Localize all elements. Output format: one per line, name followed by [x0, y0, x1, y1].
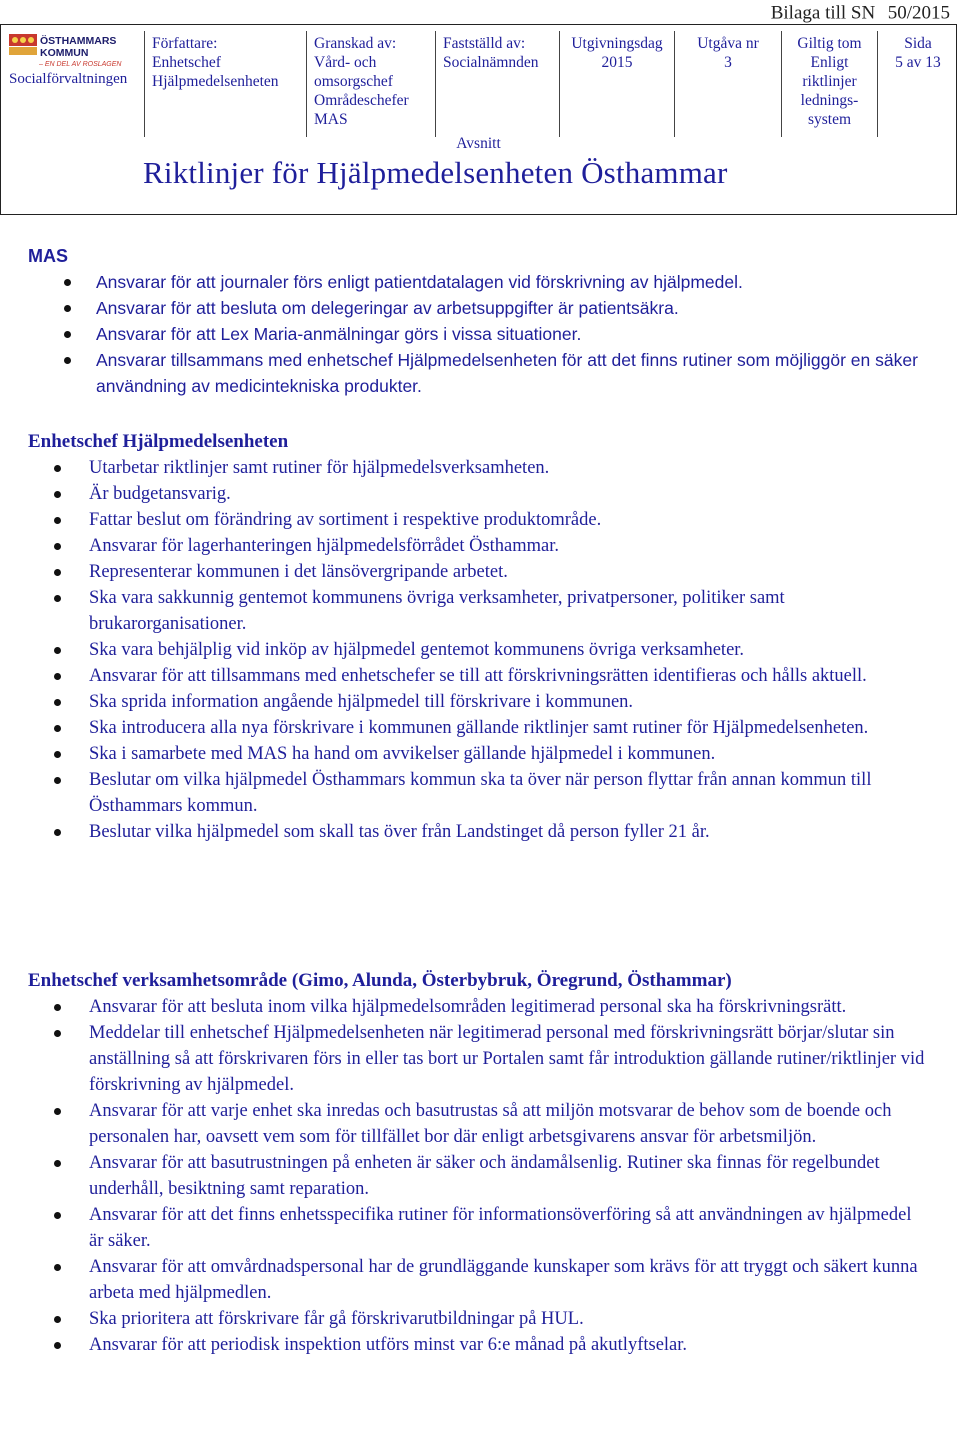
issue-date-cell — [561, 34, 673, 72]
edition-label: Utgåva nr — [697, 35, 759, 52]
valid-line: Enligt — [810, 54, 849, 71]
appendix-label — [771, 0, 950, 24]
bullet-icon — [54, 777, 61, 784]
section-heading: Enhetschef verksamhetsområde (Gimo, Alunda, Österbybruk, Öregrund, Östhammar) — [28, 970, 732, 991]
list-item-text: Ansvarar för att periodisk inspektion utförs minst var 6:e månad på akutlyftselar. — [89, 1335, 688, 1355]
appendix-text: Bilaga till SN — [770, 2, 876, 24]
list-item-text: Ansvarar för att det finns enhetsspecifika rutiner för informationsöverföring så att användningen av hjälpmedel är säker. — [89, 1205, 912, 1251]
municipality-logo — [9, 33, 129, 73]
section-heading: MAS — [28, 246, 68, 266]
valid-line: system — [807, 111, 852, 128]
valid-label: Giltig tom — [797, 35, 862, 52]
bullet-icon — [54, 1316, 61, 1323]
list-item — [28, 819, 928, 845]
page-number: 5 av 13 — [895, 54, 941, 71]
review-line: Vård- och — [314, 54, 377, 71]
list-item — [28, 533, 928, 559]
list-item-text: Ansvarar för att basutrustningen på enheten är säker och ändamålsenlig. Rutiner ska finnas för regelbundet underhåll, besiktning samt reparation. — [89, 1153, 880, 1199]
bullet-icon — [64, 279, 71, 286]
list-item-text: Fattar beslut om förändring av sortiment i respektive produktområde. — [89, 510, 602, 530]
list-item-text: Meddelar till enhetschef Hjälpmedelsenheten när legitimerad personal med förskrivningsrätt börjar/slutar sin anställning så att förskrivaren förs in eller tas bort ur Portalen samt får introduktion gällande rutiner/riktlinjer vid förskrivning av hjälpmedel. — [89, 1023, 925, 1095]
bullet-icon — [54, 829, 61, 836]
list-item-text: Ansvarar för att Lex Maria-anmälningar görs i vissa situationer. — [96, 324, 582, 344]
author-label: Författare: — [152, 35, 218, 52]
list-item — [28, 1254, 928, 1306]
review-line: Områdeschefer — [314, 92, 409, 109]
list-item — [28, 481, 928, 507]
list-item — [28, 295, 928, 321]
list-item-text: Utarbetar riktlinjer samt rutiner för hjälpmedelsverksamheten. — [89, 458, 550, 478]
list-item — [28, 559, 928, 585]
list-item — [28, 1202, 928, 1254]
bullet-icon — [54, 647, 61, 654]
list-item — [28, 1020, 928, 1098]
bullet-icon — [64, 331, 71, 338]
list-item-text: Ansvarar för att besluta om delegeringar av arbetsuppgifter är patientsäkra. — [96, 298, 679, 318]
list-item-text: Ansvarar för att varje enhet ska inredas och basutrustas så att miljön motsvarar de behov som de boende och personalen har, oavsett vem som för tillfället bor där enligt arbetsgivarens ansvar för arbetsmiljön. — [89, 1101, 892, 1147]
list-item-text: Ska vara behjälplig vid inköp av hjälpmedel gentemot kommunens övriga verksamheter. — [89, 640, 745, 660]
section-mas — [28, 243, 928, 399]
logo-text-municipality: ÖSTHAMMARS — [40, 35, 117, 47]
page-cell — [879, 34, 957, 72]
department-name: Socialförvaltningen — [9, 71, 128, 87]
approved-label: Fastställd av: — [443, 35, 526, 52]
valid-line: lednings- — [800, 92, 859, 109]
section-heading: Enhetschef Hjälpmedelsenheten — [28, 431, 289, 452]
list-item — [28, 767, 928, 819]
list-item-text: Ansvarar för att journaler förs enligt patientdatalagen vid förskrivning av hjälpmedel. — [96, 272, 743, 292]
bullet-icon — [54, 595, 61, 602]
list-item — [28, 455, 928, 481]
list-item — [28, 1332, 928, 1358]
author-unit: Hjälpmedelsenheten — [152, 73, 279, 90]
header-divider — [559, 31, 560, 137]
bullet-icon — [64, 357, 71, 364]
header-divider — [781, 31, 782, 137]
bullet-icon — [54, 491, 61, 498]
valid-cell — [783, 34, 876, 129]
list-item-text: Beslutar vilka hjälpmedel som skall tas över från Landstinget då person fyller 21 år. — [89, 822, 710, 842]
bullet-icon — [64, 305, 71, 312]
list-item — [28, 1150, 928, 1202]
list-item — [28, 347, 928, 399]
bullet-icon — [54, 1004, 61, 1011]
list-item-text: Ska vara sakkunnig gentemot kommunens övriga verksamheter, privatpersoner, politiker samt brukarorganisationer. — [89, 588, 785, 634]
section-enhetschef-hjalpmedel — [28, 429, 928, 845]
list-item-text: Beslutar om vilka hjälpmedel Östhammars kommun ska ta över när person flyttar från annan kommun till Östhammars kommun. — [89, 770, 872, 816]
list-item — [28, 1306, 928, 1332]
list-item-text: Är budgetansvarig. — [89, 484, 231, 504]
logo-text-kommun: KOMMUN — [40, 47, 89, 59]
list-item-text: Ansvarar för att omvårdnadspersonal har de grundläggande kunskaper som krävs för att tryggt och säkert kunna arbeta med hjälpmedlen. — [89, 1257, 918, 1303]
edition-value: 3 — [724, 54, 732, 71]
author-cell — [152, 34, 304, 91]
page-label: Sida — [904, 35, 932, 52]
list-item — [28, 1098, 928, 1150]
bullet-icon — [54, 1342, 61, 1349]
bullet-icon — [54, 1108, 61, 1115]
approved-value: Socialnämnden — [443, 54, 539, 71]
list-item-text: Ansvarar för lagerhanteringen hjälpmedelsförrådet Östhammar. — [89, 536, 560, 556]
list-item-text: Ansvarar för att tillsammans med enhetschefer se till att förskrivningsrätten identifieras och hålls aktuell. — [89, 666, 867, 686]
review-line: omsorgschef — [314, 73, 393, 90]
appendix-ref: 50/2015 — [887, 2, 950, 24]
bullet-icon — [54, 517, 61, 524]
bullet-icon — [54, 1264, 61, 1271]
list-item — [28, 637, 928, 663]
document-header — [0, 24, 957, 215]
list-item — [28, 715, 928, 741]
responsibility-list — [28, 994, 928, 1358]
list-item-text: Ska sprida information angående hjälpmedel till förskrivare i kommunen. — [89, 692, 634, 712]
header-divider — [435, 31, 436, 137]
approved-cell — [443, 34, 558, 72]
bullet-icon — [54, 1160, 61, 1167]
list-item — [28, 663, 928, 689]
list-item-text: Ska i samarbete med MAS ha hand om avvikelser gällande hjälpmedel i kommunen. — [89, 744, 716, 764]
list-item-text: Ansvarar tillsammans med enhetschef Hjälpmedelsenheten för att det finns rutiner som möjliggör en säker användning av medicintekniska produkter. — [96, 350, 918, 396]
bullet-icon — [54, 569, 61, 576]
responsibility-list — [28, 269, 928, 399]
responsibility-list — [28, 455, 928, 845]
review-cell — [314, 34, 434, 129]
list-item — [28, 507, 928, 533]
bullet-icon — [54, 465, 61, 472]
list-item — [28, 689, 928, 715]
list-item — [28, 321, 928, 347]
author-role: Enhetschef — [152, 54, 221, 71]
header-divider — [674, 31, 675, 137]
document-title: Riktlinjer för Hjälpmedelsenheten Östhammar — [143, 155, 728, 190]
section-enhetschef-verksamhetsomrade — [28, 968, 928, 1358]
edition-cell — [676, 34, 780, 72]
bullet-icon — [54, 1212, 61, 1219]
bullet-icon — [54, 1030, 61, 1037]
bullet-icon — [54, 543, 61, 550]
header-divider — [306, 31, 307, 137]
header-divider — [877, 31, 878, 137]
valid-line: riktlinjer — [802, 73, 857, 90]
list-item — [28, 741, 928, 767]
bullet-icon — [54, 725, 61, 732]
issue-date-label: Utgivningsdag — [571, 35, 663, 52]
list-item — [28, 994, 928, 1020]
review-line: MAS — [314, 111, 348, 128]
logo-text-tagline: – EN DEL AV ROSLAGEN — [39, 61, 122, 68]
issue-date-value: 2015 — [601, 54, 633, 71]
review-label: Granskad av: — [314, 35, 397, 52]
list-item-text: Ska introducera alla nya förskrivare i kommunen gällande riktlinjer samt rutiner för Hjälpmedelsenheten. — [89, 718, 869, 738]
bullet-icon — [54, 751, 61, 758]
list-item-text: Ska prioritera att förskrivare får gå förskrivarutbildningar på HUL. — [89, 1309, 584, 1329]
list-item-text: Ansvarar för att besluta inom vilka hjälpmedelsområden legitimerad personal ska ha förskrivningsrätt. — [89, 997, 847, 1017]
list-item-text: Representerar kommunen i det länsövergripande arbetet. — [89, 562, 508, 582]
list-item — [28, 269, 928, 295]
header-divider — [144, 31, 145, 137]
bullet-icon — [54, 699, 61, 706]
section-label: Avsnitt — [456, 135, 501, 152]
bullet-icon — [54, 673, 61, 680]
list-item — [28, 585, 928, 637]
